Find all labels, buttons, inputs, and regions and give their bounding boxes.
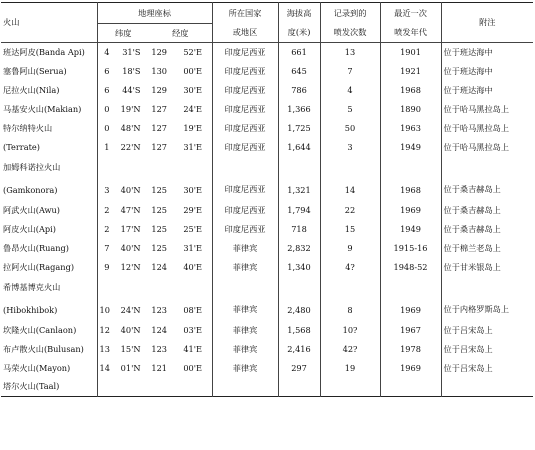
elevation-cell: 1,366	[278, 100, 320, 119]
volcano-name: 加姆科诺拉火山	[3, 162, 61, 172]
lat-minutes: 40'N	[120, 325, 141, 335]
lon-degrees: 125	[151, 184, 167, 195]
elevation-cell: 1,340	[278, 258, 320, 277]
table-row	[1, 299, 533, 321]
elevation-cell: 2,416	[278, 340, 320, 359]
eruption-count-cell: 10?	[320, 321, 380, 340]
eruption-count-cell: 19	[320, 359, 380, 378]
header-last-l1: 最近一次	[380, 3, 441, 24]
table-row	[1, 340, 533, 359]
lon-minutes: 40'E	[183, 262, 202, 272]
eruption-count-cell: 22	[320, 201, 380, 220]
lon-degrees: 130	[151, 66, 167, 76]
eruption-count-cell: 8	[320, 299, 380, 321]
last-eruption-cell	[380, 378, 441, 397]
longitude-cell	[149, 239, 212, 258]
lon-degrees: 123	[151, 304, 167, 315]
note-cell	[441, 157, 533, 179]
note-cell: 位于桑吉赫岛上	[441, 220, 533, 239]
last-eruption-cell: 1949	[380, 220, 441, 239]
latitude-cell	[97, 258, 149, 277]
volcano-name: 塞鲁阿山(Serua)	[3, 65, 67, 76]
elevation-cell: 1,725	[278, 119, 320, 138]
lon-minutes: 00'E	[183, 66, 202, 76]
latitude-cell	[97, 43, 149, 62]
country-cell: 印度尼西亚	[212, 100, 278, 119]
note-cell: 位于班达海中	[441, 62, 533, 81]
header-country-l1: 所在国家	[212, 3, 278, 24]
table-row	[1, 157, 533, 179]
last-eruption-cell: 1949	[380, 138, 441, 157]
lon-minutes: 25'E	[183, 224, 202, 234]
longitude-cell	[149, 179, 212, 201]
longitude-cell	[149, 43, 212, 62]
lat-minutes: 44'S	[122, 85, 141, 95]
last-eruption-cell: 1969	[380, 359, 441, 378]
elevation-cell: 1,568	[278, 321, 320, 340]
latitude-cell	[97, 277, 149, 299]
lon-minutes: 29'E	[183, 205, 202, 215]
country-cell: 菲律宾	[212, 321, 278, 340]
elevation-cell	[278, 378, 320, 397]
lat-degrees: 9	[104, 262, 110, 272]
lon-minutes: 08'E	[183, 304, 202, 315]
lon-degrees: 129	[151, 85, 167, 95]
volcano-name: 特尔纳特火山	[3, 122, 53, 133]
longitude-cell	[149, 321, 212, 340]
eruption-count-cell: 13	[320, 43, 380, 62]
note-cell: 位于哈马黑拉岛上	[441, 119, 533, 138]
latitude-cell	[97, 81, 149, 100]
lat-degrees: 12	[99, 325, 110, 335]
volcano-name: 坎隆火山(Canlaon)	[3, 324, 77, 335]
header-last-l2: 喷发年代	[380, 24, 441, 43]
elevation-cell: 2,480	[278, 299, 320, 321]
eruption-count-cell: 14	[320, 179, 380, 201]
volcano-name: (Hibokhibok)	[3, 304, 58, 315]
lat-degrees: 6	[104, 66, 110, 76]
country-cell: 菲律宾	[212, 239, 278, 258]
country-cell: 菲律宾	[212, 258, 278, 277]
eruption-count-cell	[320, 378, 380, 397]
table-row	[1, 43, 533, 62]
lon-minutes: 03'E	[183, 325, 202, 335]
volcano-name: (Terrate)	[3, 142, 40, 152]
lon-minutes: 19'E	[183, 123, 202, 133]
header-country-l2: 或地区	[212, 24, 278, 43]
last-eruption-cell	[380, 277, 441, 299]
longitude-cell	[149, 340, 212, 359]
last-eruption-cell: 1969	[380, 201, 441, 220]
header-coords: 地理座标	[97, 3, 212, 24]
note-cell: 位于哈马黑拉岛上	[441, 100, 533, 119]
lat-degrees: 14	[99, 363, 110, 373]
last-eruption-cell: 1890	[380, 100, 441, 119]
lat-minutes: 47'N	[120, 205, 141, 215]
elevation-cell: 297	[278, 359, 320, 378]
volcano-name: 阿皮火山(Api)	[3, 223, 56, 234]
lat-minutes: 12'N	[120, 262, 141, 272]
lat-degrees: 0	[104, 123, 110, 133]
longitude-cell	[149, 81, 212, 100]
note-cell: 位于哈马黑拉岛上	[441, 138, 533, 157]
note-cell	[441, 277, 533, 299]
longitude-cell	[149, 100, 212, 119]
eruption-count-cell: 5	[320, 100, 380, 119]
country-cell: 印度尼西亚	[212, 119, 278, 138]
longitude-cell	[149, 299, 212, 321]
latitude-cell	[97, 220, 149, 239]
table-row	[1, 220, 533, 239]
lat-degrees: 10	[99, 304, 110, 315]
lon-minutes: 00'E	[183, 363, 202, 373]
lat-minutes: 17'N	[120, 224, 141, 234]
longitude-cell	[149, 201, 212, 220]
volcano-name: 班达阿皮(Banda Api)	[3, 46, 85, 57]
elevation-cell: 1,794	[278, 201, 320, 220]
country-cell: 菲律宾	[212, 359, 278, 378]
volcano-name: 鲁昂火山(Ruang)	[3, 242, 69, 253]
table-row	[1, 100, 533, 119]
elevation-cell: 718	[278, 220, 320, 239]
table-row	[1, 258, 533, 277]
lon-degrees: 124	[151, 325, 167, 335]
latitude-cell	[97, 138, 149, 157]
lat-minutes: 48'N	[120, 123, 141, 133]
last-eruption-cell: 1915-16	[380, 239, 441, 258]
latitude-cell	[97, 100, 149, 119]
lat-minutes: 40'N	[120, 243, 141, 253]
lon-degrees: 125	[151, 224, 167, 234]
table-row	[1, 138, 533, 157]
country-cell: 菲律宾	[212, 299, 278, 321]
table-row	[1, 321, 533, 340]
eruption-count-cell	[320, 157, 380, 179]
country-cell	[212, 277, 278, 299]
note-cell: 位于内格罗斯岛上	[441, 299, 533, 321]
longitude-cell	[149, 359, 212, 378]
note-cell: 位于甘米银岛上	[441, 258, 533, 277]
table-row	[1, 179, 533, 201]
volcano-name: 塔尔火山(Taal)	[3, 381, 60, 392]
header-volcano: 火山	[3, 17, 20, 27]
note-cell: 位于班达海中	[441, 81, 533, 100]
lon-minutes: 30'E	[183, 184, 202, 195]
lon-minutes: 31'E	[183, 243, 202, 253]
lat-degrees: 7	[104, 243, 110, 253]
lat-degrees: 2	[104, 205, 110, 215]
latitude-cell	[97, 179, 149, 201]
volcano-name: 马荣火山(Mayon)	[3, 362, 71, 373]
lat-minutes: 24'N	[120, 304, 141, 315]
volcano-name: (Gamkonora)	[3, 184, 58, 195]
note-cell: 位于桑吉赫岛上	[441, 201, 533, 220]
eruption-count-cell: 50	[320, 119, 380, 138]
lon-degrees: 129	[151, 47, 167, 58]
last-eruption-cell: 1967	[380, 321, 441, 340]
longitude-cell	[149, 119, 212, 138]
lon-degrees: 125	[151, 205, 167, 215]
latitude-cell	[97, 62, 149, 81]
elevation-cell	[278, 277, 320, 299]
volcano-name: 尼拉火山(Nila)	[3, 84, 60, 95]
lat-minutes: 15'N	[120, 344, 141, 354]
header-elev-l1: 海拔高	[278, 3, 320, 24]
table-row	[1, 81, 533, 100]
lat-degrees: 6	[104, 85, 110, 95]
lat-degrees: 3	[104, 184, 110, 195]
lon-minutes: 24'E	[183, 104, 202, 114]
last-eruption-cell: 1978	[380, 340, 441, 359]
country-cell	[212, 157, 278, 179]
lon-minutes: 52'E	[183, 47, 202, 58]
eruption-count-cell: 3	[320, 138, 380, 157]
lat-degrees: 2	[104, 224, 110, 234]
lon-degrees: 127	[151, 142, 167, 152]
header-count-l1: 记录到的	[320, 3, 380, 24]
longitude-cell	[149, 277, 212, 299]
latitude-cell	[97, 239, 149, 258]
note-cell: 位于吕宋岛上	[441, 340, 533, 359]
elevation-cell: 1,321	[278, 179, 320, 201]
lat-minutes: 31'S	[122, 47, 141, 58]
volcano-name: 马基安火山(Makian)	[3, 103, 82, 114]
header-elev-l2: 度(米)	[278, 24, 320, 43]
latitude-cell	[97, 321, 149, 340]
lat-minutes: 40'N	[120, 184, 141, 195]
note-cell	[441, 378, 533, 397]
elevation-cell: 645	[278, 62, 320, 81]
country-cell: 菲律宾	[212, 340, 278, 359]
eruption-count-cell: 4	[320, 81, 380, 100]
eruption-count-cell	[320, 277, 380, 299]
lon-minutes: 31'E	[183, 142, 202, 152]
last-eruption-cell: 1968	[380, 179, 441, 201]
lon-degrees: 123	[151, 344, 167, 354]
latitude-cell	[97, 299, 149, 321]
elevation-cell: 786	[278, 81, 320, 100]
header-count-l2: 喷发次数	[320, 24, 380, 43]
country-cell: 印度尼西亚	[212, 179, 278, 201]
last-eruption-cell: 1968	[380, 81, 441, 100]
volcano-table-page	[0, 2, 535, 450]
latitude-cell	[97, 378, 149, 397]
table-row	[1, 62, 533, 81]
latitude-cell	[97, 157, 149, 179]
header-latitude: 纬度	[97, 24, 149, 43]
last-eruption-cell	[380, 157, 441, 179]
country-cell: 印度尼西亚	[212, 138, 278, 157]
lon-degrees: 125	[151, 243, 167, 253]
lon-degrees: 124	[151, 262, 167, 272]
latitude-cell	[97, 340, 149, 359]
volcano-name: 布卢散火山(Bulusan)	[3, 343, 84, 354]
eruption-count-cell: 9	[320, 239, 380, 258]
volcano-name: 希博基博克火山	[3, 282, 61, 292]
table-body	[1, 43, 533, 397]
eruption-count-cell: 4?	[320, 258, 380, 277]
latitude-cell	[97, 119, 149, 138]
note-cell: 位于棉兰老岛上	[441, 239, 533, 258]
longitude-cell	[149, 220, 212, 239]
last-eruption-cell: 1921	[380, 62, 441, 81]
longitude-cell	[149, 138, 212, 157]
table-row	[1, 359, 533, 378]
last-eruption-cell: 1969	[380, 299, 441, 321]
longitude-cell	[149, 157, 212, 179]
lat-minutes: 22'N	[120, 142, 141, 152]
table-row	[1, 239, 533, 258]
lon-minutes: 30'E	[183, 85, 202, 95]
lon-degrees: 121	[151, 363, 167, 373]
header-longitude: 经度	[149, 24, 212, 43]
lat-degrees: 1	[104, 142, 110, 152]
volcano-name: 拉阿火山(Ragang)	[3, 261, 75, 272]
latitude-cell	[97, 201, 149, 220]
lat-degrees: 0	[104, 104, 110, 114]
volcano-name: 阿武火山(Awu)	[3, 204, 60, 215]
country-cell: 印度尼西亚	[212, 220, 278, 239]
note-cell: 位于吕宋岛上	[441, 359, 533, 378]
elevation-cell: 661	[278, 43, 320, 62]
table-row	[1, 119, 533, 138]
header-note: 附注	[441, 3, 533, 43]
elevation-cell: 2,832	[278, 239, 320, 258]
eruption-count-cell: 15	[320, 220, 380, 239]
country-cell: 印度尼西亚	[212, 201, 278, 220]
last-eruption-cell: 1948-52	[380, 258, 441, 277]
eruption-count-cell: 7	[320, 62, 380, 81]
country-cell: 印度尼西亚	[212, 43, 278, 62]
eruption-count-cell: 42?	[320, 340, 380, 359]
table-row	[1, 378, 533, 397]
longitude-cell	[149, 378, 212, 397]
country-cell	[212, 378, 278, 397]
lat-minutes: 01'N	[120, 363, 141, 373]
elevation-cell	[278, 157, 320, 179]
lat-minutes: 19'N	[120, 104, 141, 114]
country-cell: 印度尼西亚	[212, 62, 278, 81]
lat-degrees: 13	[99, 344, 110, 354]
lat-degrees: 4	[104, 47, 110, 58]
last-eruption-cell: 1901	[380, 43, 441, 62]
lat-minutes: 18'S	[122, 66, 141, 76]
note-cell: 位于班达海中	[441, 43, 533, 62]
last-eruption-cell: 1963	[380, 119, 441, 138]
longitude-cell	[149, 258, 212, 277]
longitude-cell	[149, 62, 212, 81]
table-row	[1, 277, 533, 299]
note-cell: 位于吕宋岛上	[441, 321, 533, 340]
lon-minutes: 41'E	[183, 344, 202, 354]
latitude-cell	[97, 359, 149, 378]
lon-degrees: 127	[151, 123, 167, 133]
elevation-cell: 1,644	[278, 138, 320, 157]
note-cell: 位于桑吉赫岛上	[441, 179, 533, 201]
volcano-table	[1, 2, 533, 397]
country-cell: 印度尼西亚	[212, 81, 278, 100]
table-row	[1, 201, 533, 220]
lon-degrees: 127	[151, 104, 167, 114]
